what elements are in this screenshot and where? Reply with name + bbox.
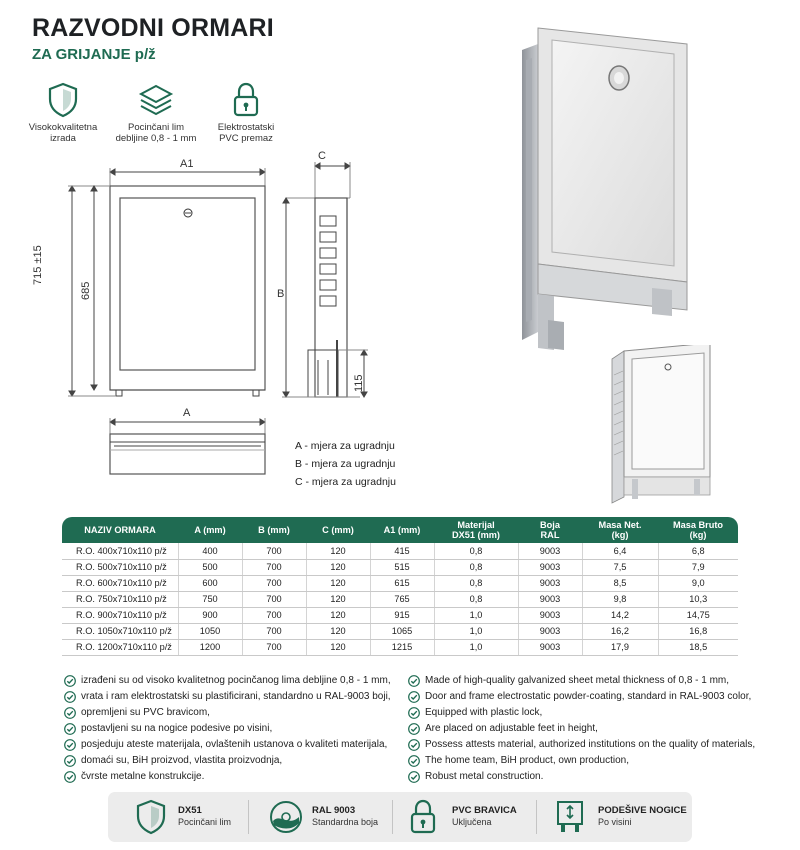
list-item-text: domaći su, BiH proizvod, vlastita proizvodnja, — [81, 755, 283, 766]
table-row — [62, 591, 738, 607]
list-item-text: postavljeni su na nogice podesive po visini, — [81, 723, 273, 734]
table-cell-name: R.O. 900x710x110 p/ž — [62, 607, 178, 623]
table-cell: 600 — [178, 575, 242, 591]
feature-coating: Elektrostatski PVC premaz — [198, 82, 294, 144]
table-cell: 0,8 — [434, 559, 518, 575]
table-cell: 9003 — [518, 639, 582, 655]
col-header-c: C (mm) — [306, 517, 370, 543]
table-cell-name: R.O. 500x710x110 p/ž — [62, 559, 178, 575]
table-cell: 8,5 — [582, 575, 658, 591]
table-cell: 120 — [306, 607, 370, 623]
table-cell: 700 — [242, 559, 306, 575]
list-item-text: izrađeni su od visoko kvalitetnog pocinčanog lima debljine 0,8 - 1 mm, — [81, 675, 391, 686]
check-circle-icon — [64, 707, 76, 719]
padlock-icon — [231, 82, 261, 118]
table-row — [62, 639, 738, 655]
list-item-text: Possess attests material, authorized institutions on the quality of materials, — [425, 739, 756, 750]
spec-table — [62, 517, 738, 656]
table-cell: 120 — [306, 591, 370, 607]
paint-roll-icon — [268, 799, 304, 835]
table-cell: 16,2 — [582, 623, 658, 639]
table-cell: 1200 — [178, 639, 242, 655]
table-row — [62, 607, 738, 623]
footer-divider — [536, 800, 537, 834]
list-item-text: opremljeni su PVC bravicom, — [81, 707, 210, 718]
table-cell: 9,0 — [658, 575, 738, 591]
table-cell: 17,9 — [582, 639, 658, 655]
list-item-text: posjeduju ateste materijala, ovlaštenih ustanova o kvaliteti materijala, — [81, 739, 388, 750]
check-circle-icon — [64, 755, 76, 767]
list-item-text: The home team, BiH product, own production, — [425, 755, 629, 766]
table-row — [62, 623, 738, 639]
technical-drawing — [50, 150, 380, 490]
table-cell: 6,8 — [658, 543, 738, 559]
table-cell: 700 — [242, 575, 306, 591]
check-circle-icon — [64, 771, 76, 783]
table-cell: 120 — [306, 559, 370, 575]
table-cell: 700 — [242, 639, 306, 655]
check-circle-icon — [64, 739, 76, 751]
label-a: A — [183, 407, 191, 419]
bullets-left — [64, 674, 404, 790]
table-cell: 9003 — [518, 543, 582, 559]
col-header-net-mass: Masa Net. (kg) — [582, 517, 658, 543]
table-cell-name: R.O. 1050x710x110 p/ž — [62, 623, 178, 639]
table-cell: 1050 — [178, 623, 242, 639]
table-cell: 1,0 — [434, 639, 518, 655]
table-cell: 1065 — [370, 623, 434, 639]
table-cell-name: R.O. 1200x710x110 p/ž — [62, 639, 178, 655]
col-header-color: Boja RAL — [518, 517, 582, 543]
check-circle-icon — [408, 675, 420, 687]
table-cell: 10,3 — [658, 591, 738, 607]
layers-icon — [138, 82, 174, 118]
table-cell: 750 — [178, 591, 242, 607]
table-cell: 900 — [178, 607, 242, 623]
top-view — [110, 434, 265, 474]
table-cell: 615 — [370, 575, 434, 591]
page-title: RAZVODNI ORMARI — [32, 14, 274, 42]
table-cell-name: R.O. 750x710x110 p/ž — [62, 591, 178, 607]
check-circle-icon — [64, 691, 76, 703]
table-cell: 16,8 — [658, 623, 738, 639]
table-cell: 9,8 — [582, 591, 658, 607]
check-circle-icon — [408, 691, 420, 703]
legend-a: A - mjera za ugradnju — [295, 440, 395, 452]
table-cell: 915 — [370, 607, 434, 623]
col-header-gross-mass: Masa Bruto (kg) — [658, 517, 738, 543]
product-photo-small — [610, 345, 720, 505]
table-cell: 7,9 — [658, 559, 738, 575]
table-cell: 9003 — [518, 559, 582, 575]
table-cell: 1,0 — [434, 607, 518, 623]
footer-divider — [248, 800, 249, 834]
list-item-text: Equipped with plastic lock, — [425, 707, 543, 718]
legend-c: C - mjera za ugradnju — [295, 476, 396, 488]
footer-divider — [392, 800, 393, 834]
table-cell: 0,8 — [434, 575, 518, 591]
col-header-a: A (mm) — [178, 517, 242, 543]
col-header-a1: A1 (mm) — [370, 517, 434, 543]
check-circle-icon — [408, 755, 420, 767]
table-cell: 700 — [242, 607, 306, 623]
footer-bar: DX51 Pocinčani lim RAL 9003 Standardna boja PVC BRAVICA Uključena PODEŠIVE NOGICE Po visini — [108, 792, 692, 842]
padlock-icon — [408, 799, 438, 835]
product-photo-large — [512, 20, 702, 360]
table-row — [62, 575, 738, 591]
table-cell: 120 — [306, 543, 370, 559]
shield-icon — [46, 82, 80, 118]
table-cell: 0,8 — [434, 543, 518, 559]
table-header-row — [62, 517, 738, 543]
feature-quality: Visokokvalitetna izrada — [15, 82, 111, 144]
table-cell: 500 — [178, 559, 242, 575]
page-subtitle: ZA GRIJANJE p/ž — [32, 46, 156, 63]
list-item-text: Door and frame electrostatic powder-coating, standard in RAL-9003 color, — [425, 691, 752, 702]
table-cell: 9003 — [518, 607, 582, 623]
feature-sheet-metal: Pocinčani lim debljine 0,8 - 1 mm — [108, 82, 204, 144]
list-item-text: čvrste metalne konstrukcije. — [81, 771, 205, 782]
legend-b: B - mjera za ugradnju — [295, 458, 396, 470]
check-circle-icon — [408, 723, 420, 735]
col-header-b: B (mm) — [242, 517, 306, 543]
table-cell: 9003 — [518, 575, 582, 591]
table-cell: 765 — [370, 591, 434, 607]
list-item-text: Made of high-quality galvanized sheet metal thickness of 0,8 - 1 mm, — [425, 675, 730, 686]
table-row — [62, 543, 738, 559]
table-cell: 9003 — [518, 623, 582, 639]
table-cell: 1215 — [370, 639, 434, 655]
table-cell: 14,2 — [582, 607, 658, 623]
table-cell: 400 — [178, 543, 242, 559]
table-cell: 415 — [370, 543, 434, 559]
check-circle-icon — [64, 723, 76, 735]
label-c: C — [318, 150, 326, 162]
bullets-right — [408, 674, 756, 790]
table-cell: 6,4 — [582, 543, 658, 559]
table-cell: 0,8 — [434, 591, 518, 607]
label-b: B — [277, 288, 285, 300]
list-item-text: Robust metal construction. — [425, 771, 544, 782]
table-cell: 700 — [242, 591, 306, 607]
table-cell: 700 — [242, 543, 306, 559]
list-item-text: Are placed on adjustable feet in height, — [425, 723, 598, 734]
list-item-text: vrata i ram elektrostatski su plastificirani, standardno u RAL-9003 boji, — [81, 691, 391, 702]
check-circle-icon — [408, 707, 420, 719]
label-foot-height: 115 — [353, 374, 365, 392]
table-cell: 120 — [306, 639, 370, 655]
check-circle-icon — [408, 771, 420, 783]
col-header-name: NAZIV ORMARA — [62, 517, 178, 543]
check-circle-icon — [408, 739, 420, 751]
table-cell: 9003 — [518, 591, 582, 607]
table-cell: 120 — [306, 575, 370, 591]
front-door — [120, 198, 255, 370]
adjustable-feet-icon — [554, 799, 586, 835]
check-circle-icon — [64, 675, 76, 687]
table-cell: 14,75 — [658, 607, 738, 623]
table-cell-name: R.O. 600x710x110 p/ž — [62, 575, 178, 591]
table-cell-name: R.O. 400x710x110 p/ž — [62, 543, 178, 559]
label-total-height: 715 ±15 — [32, 245, 44, 285]
table-cell: 18,5 — [658, 639, 738, 655]
table-cell: 1,0 — [434, 623, 518, 639]
table-cell: 7,5 — [582, 559, 658, 575]
table-row — [62, 559, 738, 575]
label-a1: A1 — [180, 158, 194, 170]
label-inner-height: 685 — [80, 281, 92, 300]
shield-icon — [134, 799, 168, 835]
table-cell: 700 — [242, 623, 306, 639]
table-cell: 120 — [306, 623, 370, 639]
table-cell: 515 — [370, 559, 434, 575]
col-header-material: Materijal DX51 (mm) — [434, 517, 518, 543]
